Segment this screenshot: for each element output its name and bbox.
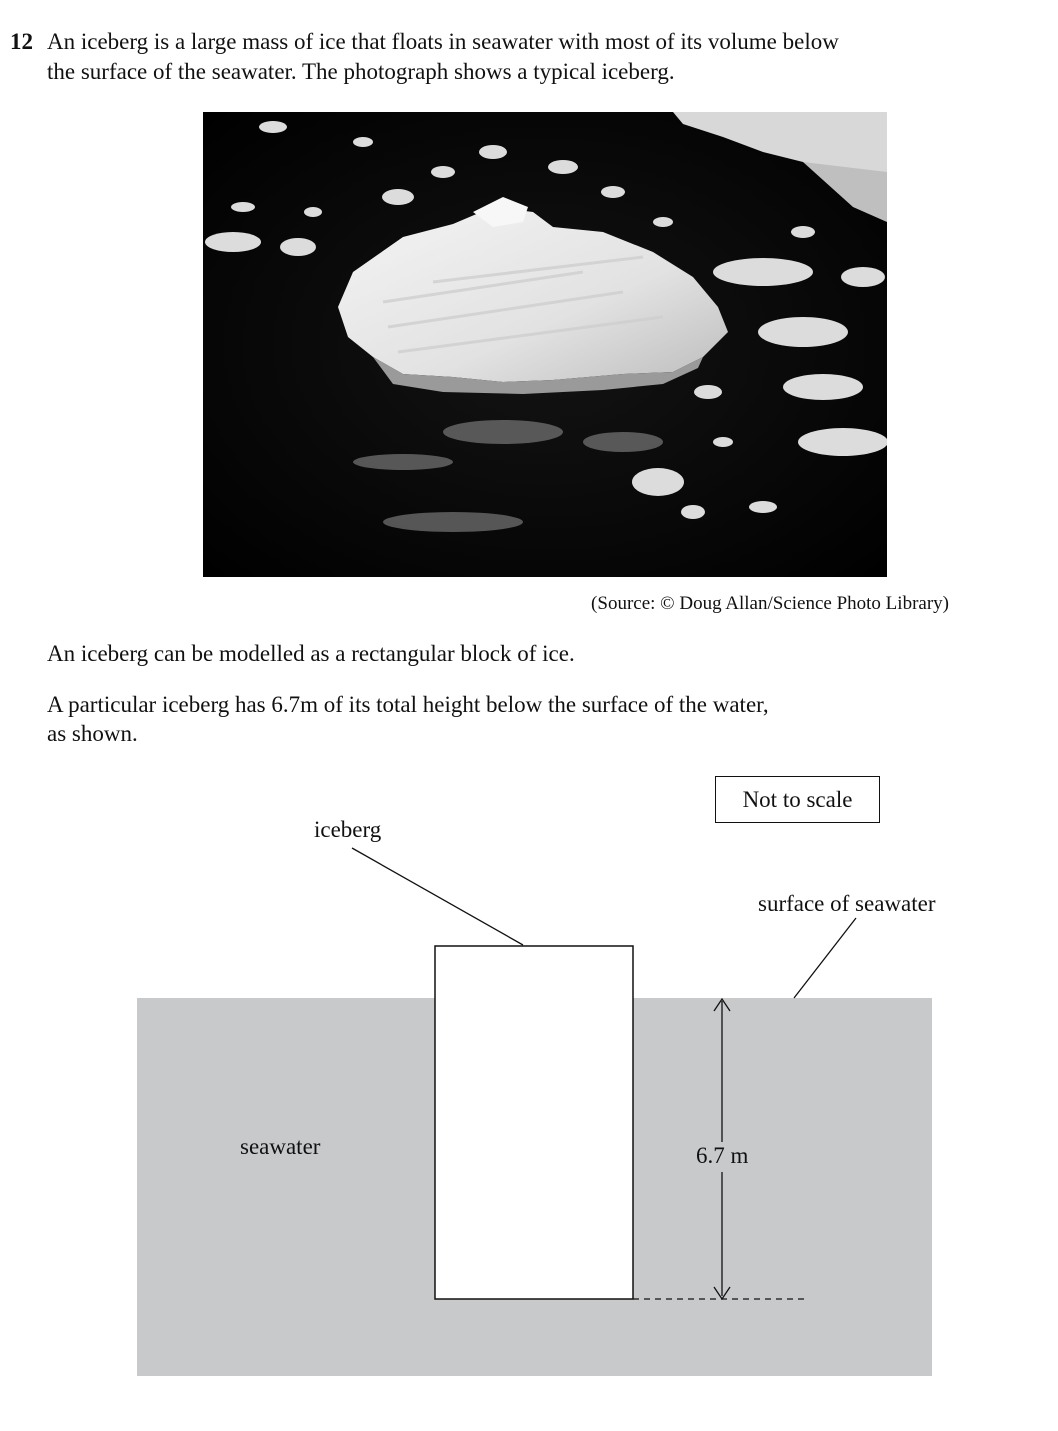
iceberg-leader-line — [352, 848, 523, 945]
model-text: An iceberg can be modelled as a rectangular block of ice. — [47, 641, 575, 666]
question-number: 12 — [10, 29, 33, 54]
iceberg-label: iceberg — [314, 817, 382, 842]
particular-line-1: A particular iceberg has 6.7m of its total height below the surface of the water, — [47, 692, 769, 717]
not-to-scale-box: Not to scale — [715, 776, 880, 823]
surface-leader-line — [794, 918, 856, 998]
photo-source-credit: (Source: © Doug Allan/Science Photo Library) — [591, 593, 949, 614]
iceberg-block — [435, 946, 633, 1299]
seawater-label: seawater — [240, 1134, 321, 1159]
intro-line-1: An iceberg is a large mass of ice that floats in seawater with most of its volume below — [47, 29, 839, 54]
depth-label: 6.7 m — [696, 1143, 749, 1168]
intro-line-2: the surface of the seawater. The photograph shows a typical iceberg. — [47, 59, 675, 84]
particular-line-2: as shown. — [47, 721, 138, 746]
surface-of-seawater-label: surface of seawater — [758, 891, 936, 916]
